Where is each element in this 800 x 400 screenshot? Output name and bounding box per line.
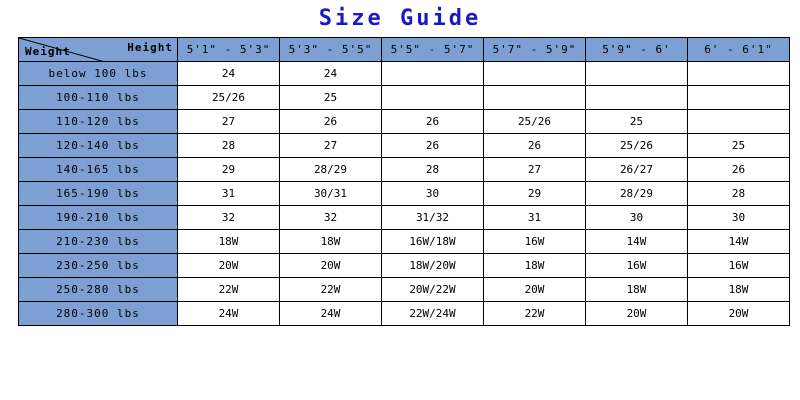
cell-6-4: 30 [586,206,688,230]
cell-1-1: 25 [280,86,382,110]
cell-2-4: 25 [586,110,688,134]
table-row [19,278,790,302]
cell-7-5: 14W [688,230,790,254]
cell-7-4: 14W [586,230,688,254]
cell-2-0: 27 [178,110,280,134]
cell-3-4: 25/26 [586,134,688,158]
cell-5-2: 30 [382,182,484,206]
page-title: Size Guide [318,6,482,31]
cell-3-3: 26 [484,134,586,158]
row-header-3: 120-140 lbs [19,134,178,158]
cell-10-2: 22W/24W [382,302,484,326]
cell-9-4: 18W [586,278,688,302]
table-row [19,254,790,278]
cell-1-4 [586,86,688,110]
column-header-3: 5'7" - 5'9" [484,38,586,62]
cell-10-4: 20W [586,302,688,326]
column-header-2: 5'5" - 5'7" [382,38,484,62]
cell-6-2: 31/32 [382,206,484,230]
cell-5-1: 30/31 [280,182,382,206]
cell-7-0: 18W [178,230,280,254]
cell-5-5: 28 [688,182,790,206]
row-header-1: 100-110 lbs [19,86,178,110]
cell-7-1: 18W [280,230,382,254]
cell-4-1: 28/29 [280,158,382,182]
row-header-9: 250-280 lbs [19,278,178,302]
cell-0-1: 24 [280,62,382,86]
cell-6-3: 31 [484,206,586,230]
cell-0-4 [586,62,688,86]
size-guide-table-wrap [0,37,800,326]
cell-8-1: 20W [280,254,382,278]
column-header-4: 5'9" - 6' [586,38,688,62]
cell-2-2: 26 [382,110,484,134]
table-row [19,134,790,158]
cell-1-0: 25/26 [178,86,280,110]
table-row [19,86,790,110]
cell-7-2: 16W/18W [382,230,484,254]
table-row [19,110,790,134]
cell-8-3: 18W [484,254,586,278]
cell-7-3: 16W [484,230,586,254]
table-row [19,158,790,182]
cell-6-0: 32 [178,206,280,230]
cell-6-5: 30 [688,206,790,230]
cell-1-5 [688,86,790,110]
cell-10-0: 24W [178,302,280,326]
cell-10-5: 20W [688,302,790,326]
cell-1-3 [484,86,586,110]
table-header [19,38,790,62]
cell-8-0: 20W [178,254,280,278]
cell-8-4: 16W [586,254,688,278]
cell-8-5: 16W [688,254,790,278]
cell-0-2 [382,62,484,86]
cell-9-2: 20W/22W [382,278,484,302]
cell-2-1: 26 [280,110,382,134]
row-header-6: 190-210 lbs [19,206,178,230]
cell-1-2 [382,86,484,110]
column-header-0: 5'1" - 5'3" [178,38,280,62]
cell-4-3: 27 [484,158,586,182]
cell-3-0: 28 [178,134,280,158]
cell-9-0: 22W [178,278,280,302]
cell-5-3: 29 [484,182,586,206]
size-guide-table [18,37,790,326]
table-body [19,62,790,326]
cell-0-5 [688,62,790,86]
cell-0-0: 24 [178,62,280,86]
cell-2-5 [688,110,790,134]
cell-5-4: 28/29 [586,182,688,206]
table-row [19,182,790,206]
table-row [19,206,790,230]
column-header-1: 5'3" - 5'5" [280,38,382,62]
header-row [19,38,790,62]
table-row [19,302,790,326]
cell-3-5: 25 [688,134,790,158]
column-header-5: 6' - 6'1" [688,38,790,62]
cell-9-5: 18W [688,278,790,302]
cell-8-2: 18W/20W [382,254,484,278]
corner-weight-label: Weight [25,45,71,58]
row-header-10: 280-300 lbs [19,302,178,326]
cell-6-1: 32 [280,206,382,230]
row-header-0: below 100 lbs [19,62,178,86]
cell-10-3: 22W [484,302,586,326]
cell-3-1: 27 [280,134,382,158]
corner-header-cell [19,38,178,62]
cell-9-1: 22W [280,278,382,302]
cell-4-2: 28 [382,158,484,182]
row-header-2: 110-120 lbs [19,110,178,134]
cell-4-4: 26/27 [586,158,688,182]
row-header-7: 210-230 lbs [19,230,178,254]
cell-5-0: 31 [178,182,280,206]
cell-2-3: 25/26 [484,110,586,134]
table-row [19,230,790,254]
cell-10-1: 24W [280,302,382,326]
corner-height-label: Height [127,41,173,54]
table-row [19,62,790,86]
cell-3-2: 26 [382,134,484,158]
cell-9-3: 20W [484,278,586,302]
cell-0-3 [484,62,586,86]
row-header-5: 165-190 lbs [19,182,178,206]
cell-4-0: 29 [178,158,280,182]
cell-4-5: 26 [688,158,790,182]
row-header-4: 140-165 lbs [19,158,178,182]
row-header-8: 230-250 lbs [19,254,178,278]
